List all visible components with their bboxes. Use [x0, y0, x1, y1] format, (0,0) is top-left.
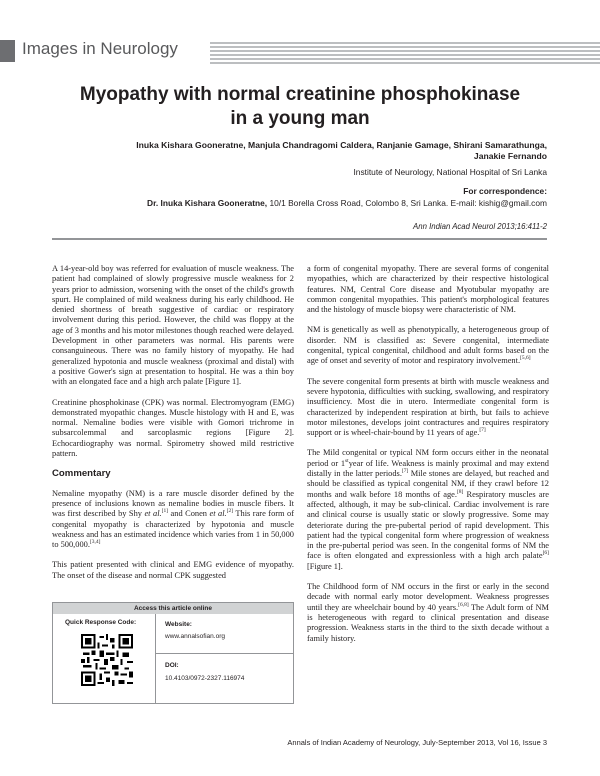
website-label: Website:	[165, 621, 192, 628]
section-stripe-decoration	[210, 42, 600, 64]
commentary-heading: Commentary	[52, 468, 111, 480]
qr-code-icon[interactable]	[81, 634, 133, 686]
correspondence-label: For correspondence:	[463, 186, 547, 196]
access-info	[165, 614, 293, 704]
section-accent-block	[0, 40, 15, 62]
author-list	[60, 140, 547, 162]
journal-citation: Ann Indian Acad Neurol 2013;16:411-2	[413, 222, 547, 231]
correspondence-details	[40, 198, 547, 208]
childhood-form-paragraph: The Childhood form of NM occurs in the first or early in the second decade with normal early motor development. Weakness progresses until they are wheelchair bound by 40 years.[6,8] The Adult form of NM is heterogeneous with regard to clinical presentation and disease progression. Weakness starts in the third to the sixth decade without a family history.	[307, 582, 550, 643]
article-title	[40, 83, 560, 131]
access-article-box	[52, 602, 294, 704]
investigations-paragraph: Creatinine phosphokinase (CPK) was normal. Electromyogram (EMG) demonstrated myopathic changes. Muscle histology with H and E, was normal. Nemaline bodies were visible with Gomori trichrome in subsarcolemmal and sarcoplasmic regions [Figure 2]. Echocardiography was normal. Spirometry showed mild restrictive pattern.	[52, 397, 294, 459]
presentation-paragraph: This patient presented with clinical and EMG evidence of myopathy. The onset of the disease and normal CPK suggested	[52, 560, 294, 580]
typical-form-paragraph: The Mild congenital or typical NM form occurs either in the neonatal period or 1styear of life. Weakness is mainly proximal and may extend distally in the latter periods.[7] Mile stones are delayed, but reached and should be classified as typical congenital NM, if they crawl before 12 months and walk before 18 months of age.[8] Respiratory muscles are affected, although, it may be sub-clinical. Cardiac involvement is rare and clinical course is usually static or slowly progressive. Some may deteriorate during the pre-pubertal period of rapid development. This patient had the typical congenital form where progression of weakness in the pre-pubertal period was seen. In the congenital forms of NM the face is often elongated and expressionless with a high arch palate[6] [Figure 1].	[307, 448, 549, 571]
access-box-divider	[156, 653, 293, 654]
title-line-1: Myopathy with normal creatinine phosphokinase	[79, 84, 521, 105]
correspondence-address: 10/1 Borella Cross Road, Colombo 8, Sri Lanka. E-mail: kishig@gmail.com	[269, 198, 547, 208]
doi-label: DOI:	[165, 662, 179, 669]
section-header	[0, 36, 600, 66]
left-column	[52, 264, 294, 591]
authors-line-2: Janakie Fernando	[473, 151, 547, 161]
section-label: Images in Neurology	[22, 39, 178, 58]
title-line-2: in a young man	[230, 108, 370, 129]
right-column	[307, 264, 549, 654]
header-divider	[52, 238, 547, 240]
congenital-myopathy-paragraph: a form of congenital myopathy. There are several forms of congenital myopathies, which are characterized by their respective histological features. NM, Central Core disease and Myotubular myopathy are common congenital myopathies. This patient's morphological features and the histology of muscle biopsy were characteristic of NM.	[307, 264, 549, 315]
authors-line-1: Inuka Kishara Gooneratne, Manjula Chandragomi Caldera, Ranjanie Gamage, Shirani Samarathunga,	[136, 140, 547, 150]
classification-paragraph: NM is genetically as well as phenotypically, a heterogeneous group of disorder. NM is classified as: Severe congenital, intermediate congenital, typical congenital, childhood and adult forms based on the age of onset and severity of motor and respiratory involvement.[5,6]	[307, 325, 549, 366]
website-link[interactable]: www.annalsofian.org	[165, 633, 225, 640]
page-footer: Annals of Indian Academy of Neurology, July-September 2013, Vol 16, Issue 3	[287, 738, 547, 747]
affiliation: Institute of Neurology, National Hospital of Sri Lanka	[353, 167, 547, 177]
qr-cell	[53, 614, 156, 704]
qr-label: Quick Response Code:	[65, 619, 137, 626]
case-paragraph: A 14-year-old boy was referred for evaluation of muscle weakness. The patient had complained of slowly progressive muscle weakness for 2 years prior to admission, worsening with the onset of the child's growth spurt. He complained of mild weakness during his early childhood. He denied shortness of breath suggestive of cardiac or respiratory involvement during this period. However, the child was floppy at the age of 3 months and his motor milestones though reached were delayed. Development in other parameters was normal. His parents were consanguineous. There was no family history of myopathy. He had generalized hypotonia and muscle weakness (proximal and distal) with a positive Gower's sign at presentation to hospital. He was a thin boy with an elongated face and a high arch palate [Figure 1].	[52, 264, 294, 387]
severe-form-paragraph: The severe congenital form presents at birth with muscle weakness and severe hypotonia, difficulties with sucking, swallowing, and respiratory insufficiency. Most die in utero. Intermediate congenital form is characterized by independent respiration at birth, but fails to achieve motor milestones, develops joint contractures and requires respiratory support or is wheel-chair-bound by 11 years of age.[7]	[307, 376, 549, 438]
access-box-heading: Access this article online	[53, 603, 293, 614]
correspondence-name: Dr. Inuka Kishara Gooneratne,	[147, 198, 268, 208]
nm-definition-paragraph: Nemaline myopathy (NM) is a rare muscle disorder defined by the presence of inclusions known as nemaline bodies in muscle fibers. It was first described by Shy et al.[1] and Conen et al.[2] This rare form of congenital myopathy is characterized by hypotonia and muscle weakness and has an estimated incidence which varies from 1 in 50,000 to 500,000.[3,4]	[52, 488, 295, 550]
doi-link[interactable]: 10.4103/0972-2327.116974	[165, 675, 245, 682]
